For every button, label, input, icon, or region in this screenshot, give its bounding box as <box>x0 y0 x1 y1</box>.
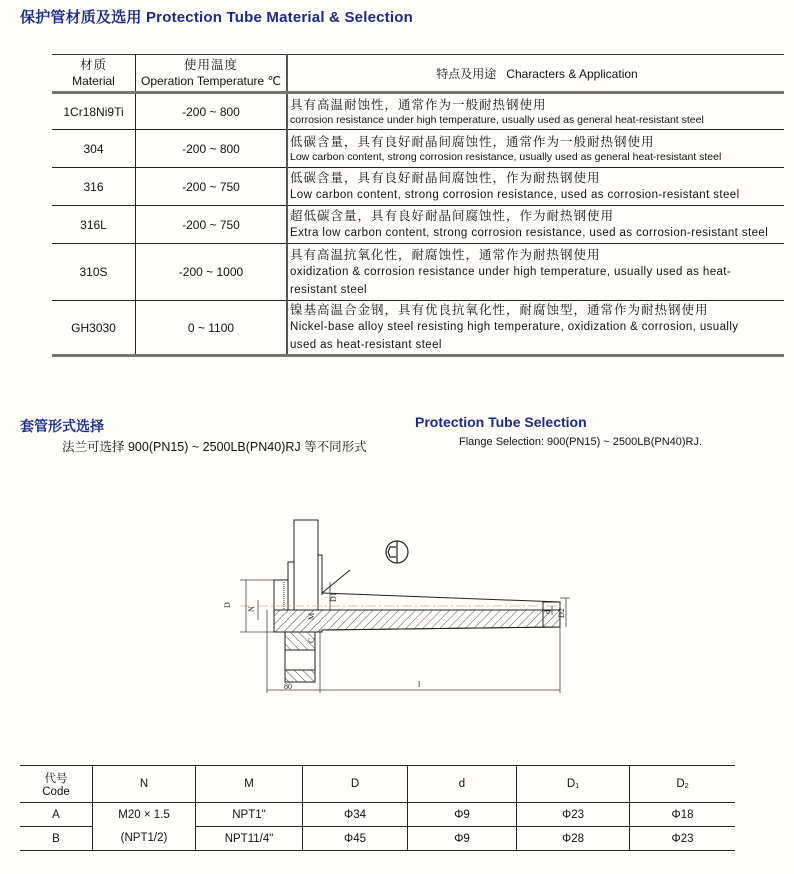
protection-tube-drawing <box>210 510 570 695</box>
cell-D2: Φ23 <box>630 827 736 851</box>
application-en: corrosion resistance under high temperature, usually used as general heat-resistant steel <box>290 113 704 126</box>
header-M: M <box>196 766 303 803</box>
application-zh: 具有高温耐蚀性，通常作为一般耐热钢使用 <box>290 96 547 112</box>
cell-temperature: -200 ~ 750 <box>136 168 288 206</box>
dim-label-D: D <box>223 602 232 608</box>
cell-application <box>287 93 784 130</box>
header-d: d <box>408 766 517 803</box>
selection-title-en: Protection Tube Selection <box>415 414 587 430</box>
header-D2-sub: 2 <box>684 783 689 790</box>
dim-label-C: C <box>307 637 316 643</box>
header-D1 <box>517 766 630 803</box>
header-application <box>287 55 784 93</box>
cell-N-shared <box>93 803 196 851</box>
header-D2 <box>630 766 736 803</box>
table-row <box>52 168 784 206</box>
flange-description-zh: 法兰可选择 900(PN15) ~ 2500LB(PN40)RJ 等不同形式 <box>62 440 367 454</box>
table-row <box>20 803 735 827</box>
application-zh: 超低碳含量，具有良好耐晶间腐蚀性，作为耐热钢使用 <box>290 208 615 223</box>
header-temp-zh: 使用温度 <box>183 57 238 72</box>
cell-D1: Φ23 <box>517 803 630 827</box>
cell-material: 310S <box>52 244 136 301</box>
cell-material: GH3030 <box>52 301 136 356</box>
tube-wall-section <box>274 610 560 632</box>
header-material-en: Material <box>72 74 115 88</box>
flange-description-en: Flange Selection: 900(PN15) ~ 2500LB(PN40)RJ. <box>459 436 703 448</box>
dim-label-M: M <box>307 612 316 620</box>
cell-D1: Φ28 <box>517 827 630 851</box>
cell-material: 1Cr18Ni9Ti <box>52 93 136 130</box>
cell-D2: Φ18 <box>630 803 736 827</box>
cell-temperature: -200 ~ 800 <box>136 93 288 130</box>
dim-label-N: N <box>247 606 256 612</box>
cell-D: Φ45 <box>303 827 408 851</box>
application-zh: 具有高温抗氧化性，耐腐蚀性，通常作为耐热钢使用 <box>290 246 601 262</box>
cell-material: 316L <box>52 206 136 244</box>
header-temperature <box>136 55 288 93</box>
application-zh: 低碳含量，具有良好耐晶间腐蚀性，作为耐热钢使用 <box>290 170 601 185</box>
material-table-header <box>52 55 784 93</box>
application-en: used as heat-resistant steel <box>290 339 442 351</box>
selection-title-zh: 套管形式选择 <box>20 418 104 434</box>
cell-application <box>287 301 784 356</box>
table-row <box>52 93 784 130</box>
header-N: N <box>93 766 196 803</box>
application-en: resistant steel <box>290 283 367 296</box>
cell-temperature: -200 ~ 1000 <box>136 244 288 301</box>
dim-label-d: d <box>543 610 552 614</box>
header-material <box>52 55 136 93</box>
projection-symbol-icon <box>386 541 408 563</box>
header-D1-sub: 1 <box>575 783 580 790</box>
cell-application <box>287 168 784 206</box>
table-row <box>52 244 784 301</box>
header-D1-text: D <box>566 778 576 790</box>
dim-label-l: l <box>418 680 421 689</box>
cell-M: NPT1" <box>196 803 303 827</box>
fitting-section-lower <box>285 670 315 682</box>
header-temp-en: Operation Temperature ℃ <box>141 74 281 88</box>
cell-code: A <box>20 803 93 827</box>
application-zh: 镍基高温合金钢，具有优良抗氧化性，耐腐蚀型，通常作为耐热钢使用 <box>290 302 709 317</box>
cell-N-line1: M20 × 1.5 <box>118 808 170 821</box>
cell-temperature: -200 ~ 800 <box>136 130 288 168</box>
cell-N-line2: (NPT1/2) <box>120 831 168 844</box>
header-material-zh: 材质 <box>79 57 107 72</box>
cell-temperature: -200 ~ 750 <box>136 206 288 244</box>
cell-material: 304 <box>52 130 136 168</box>
cell-code: B <box>20 827 93 851</box>
header-D2-text: D <box>676 778 685 790</box>
cell-material: 316 <box>52 168 136 206</box>
cell-M: NPT11/4" <box>196 827 303 851</box>
code-table <box>20 765 735 851</box>
table-row <box>52 301 784 356</box>
application-en: Extra low carbon content, strong corrosion resistance, used as corrosion-resistant steel <box>290 227 769 239</box>
page-title: 保护管材质及选用 Protection Tube Material & Selection <box>20 9 413 26</box>
application-en: Low carbon content, strong corrosion resistance, used as corrosion-resistant steel <box>290 189 740 201</box>
cell-d: Φ9 <box>408 803 517 827</box>
dim-label-D1: D1 <box>329 592 338 602</box>
application-en: Low carbon content, strong corrosion resistance, usually used as general heat-resistant steel <box>290 150 722 163</box>
cell-application <box>287 130 784 168</box>
cell-temperature: 0 ~ 1100 <box>136 301 288 356</box>
application-en: oxidization & corrosion resistance under high temperature, usually used as heat- <box>290 265 732 278</box>
material-table <box>52 54 784 357</box>
header-D: D <box>303 766 408 803</box>
header-app-text: 特点及用途 Characters & Application <box>436 66 638 81</box>
cell-application <box>287 244 784 301</box>
dim-label-D2: D2 <box>557 608 566 618</box>
code-table-header <box>20 766 735 803</box>
table-row <box>52 130 784 168</box>
cell-d: Φ9 <box>408 827 517 851</box>
header-code <box>20 766 93 803</box>
header-code-en: Code <box>42 786 70 798</box>
cell-D: Φ34 <box>303 803 408 827</box>
application-zh: 低碳含量，具有良好耐晶间腐蚀性，通常作为一般耐热钢使用 <box>290 133 655 149</box>
table-row <box>52 206 784 244</box>
header-code-zh: 代号 <box>44 773 68 785</box>
drawing-outline <box>274 520 560 682</box>
application-en: Nickel-base alloy steel resisting high temperature, oxidization & corrosion, usually <box>290 321 739 333</box>
dim-label-80: 80 <box>284 682 292 691</box>
cell-application <box>287 206 784 244</box>
